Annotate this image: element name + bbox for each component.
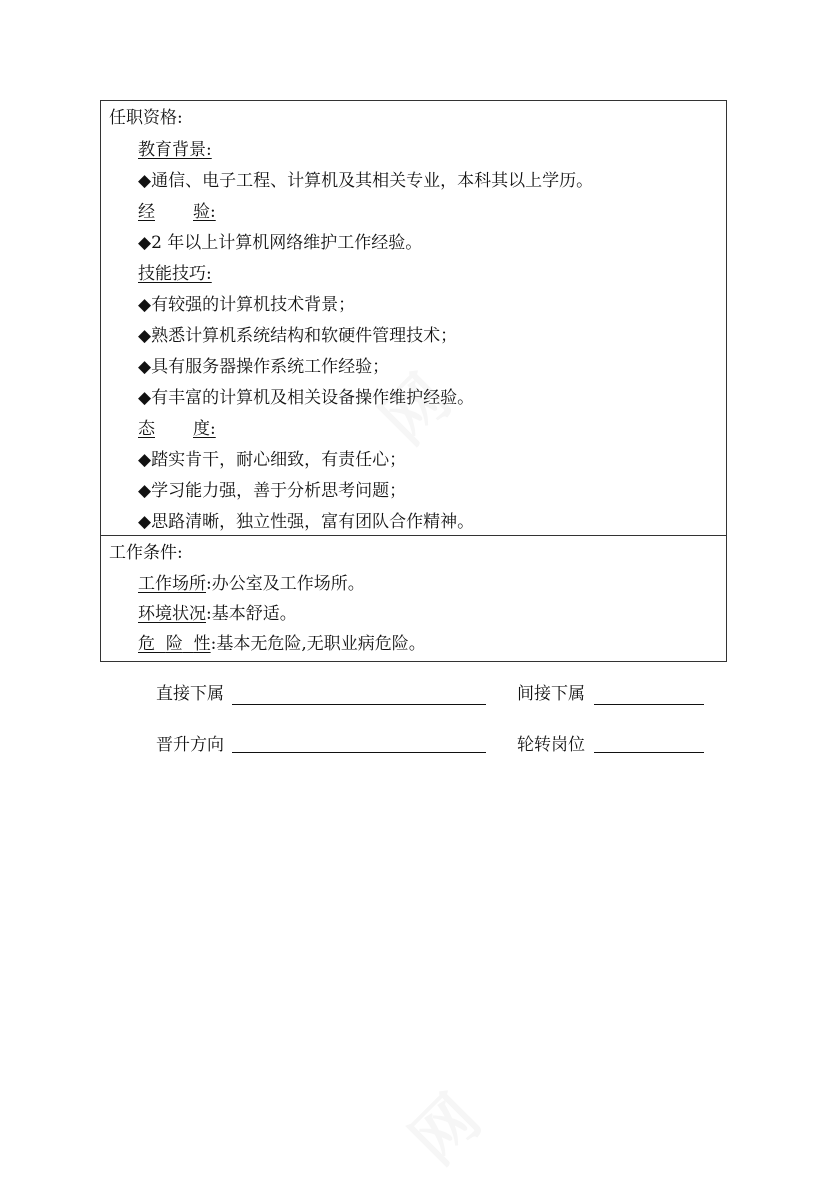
promotion-direction-field[interactable] (232, 752, 486, 753)
attitude-heading (138, 419, 216, 439)
experience-heading (138, 202, 226, 222)
experience-item: ◆2 年以上计算机网络维护工作经验。 (138, 233, 423, 253)
skills-item: ◆具有服务器操作系统工作经验； (138, 357, 390, 377)
conditions-section (100, 535, 727, 662)
experience-heading-part: 验: (193, 202, 216, 222)
education-item: ◆通信、电子工程、计算机及其相关专业，本科其以上学历。 (138, 171, 594, 191)
condition-place-value: :办公室及工作场所。 (206, 574, 365, 594)
qualifications-title: 任职资格: (109, 108, 183, 128)
rotation-position-label: 轮转岗位 (517, 735, 585, 755)
skills-heading: 技能技巧: (138, 264, 212, 284)
condition-place-label: 工作场所 (138, 574, 206, 594)
condition-risk (138, 634, 426, 654)
experience-heading-part: 经 (138, 202, 155, 222)
rotation-position-field[interactable] (594, 752, 704, 753)
direct-subordinate-field[interactable] (232, 704, 486, 705)
attitude-item: ◆学习能力强，善于分析思考问题； (138, 481, 407, 501)
condition-environment-label: 环境状况 (138, 604, 206, 624)
condition-risk-label: 危 险 性 (138, 634, 211, 654)
indirect-subordinate-field[interactable] (594, 704, 704, 705)
direct-subordinate-label: 直接下属 (156, 684, 224, 704)
attitude-heading-part: 度: (193, 419, 216, 439)
attitude-item: ◆思路清晰，独立性强，富有团队合作精神。 (138, 512, 475, 532)
condition-environment (138, 604, 297, 624)
condition-environment-value: :基本舒适。 (206, 604, 297, 624)
indirect-subordinate-label: 间接下属 (517, 684, 585, 704)
skills-item: ◆有较强的计算机技术背景； (138, 295, 356, 315)
attitude-item: ◆踏实肯干，耐心细致，有责任心； (138, 450, 407, 470)
qualifications-section (100, 100, 727, 536)
conditions-title: 工作条件: (109, 543, 183, 563)
education-heading: 教育背景: (138, 140, 212, 160)
condition-risk-value: :基本无危险,无职业病危险。 (210, 634, 426, 654)
skills-item: ◆有丰富的计算机及相关设备操作维护经验。 (138, 388, 475, 408)
watermark (387, 1071, 497, 1181)
skills-item: ◆熟悉计算机系统结构和软硬件管理技术； (138, 326, 458, 346)
condition-place (138, 574, 365, 594)
attitude-heading-part: 态 (138, 419, 155, 439)
promotion-direction-label: 晋升方向 (156, 735, 224, 755)
